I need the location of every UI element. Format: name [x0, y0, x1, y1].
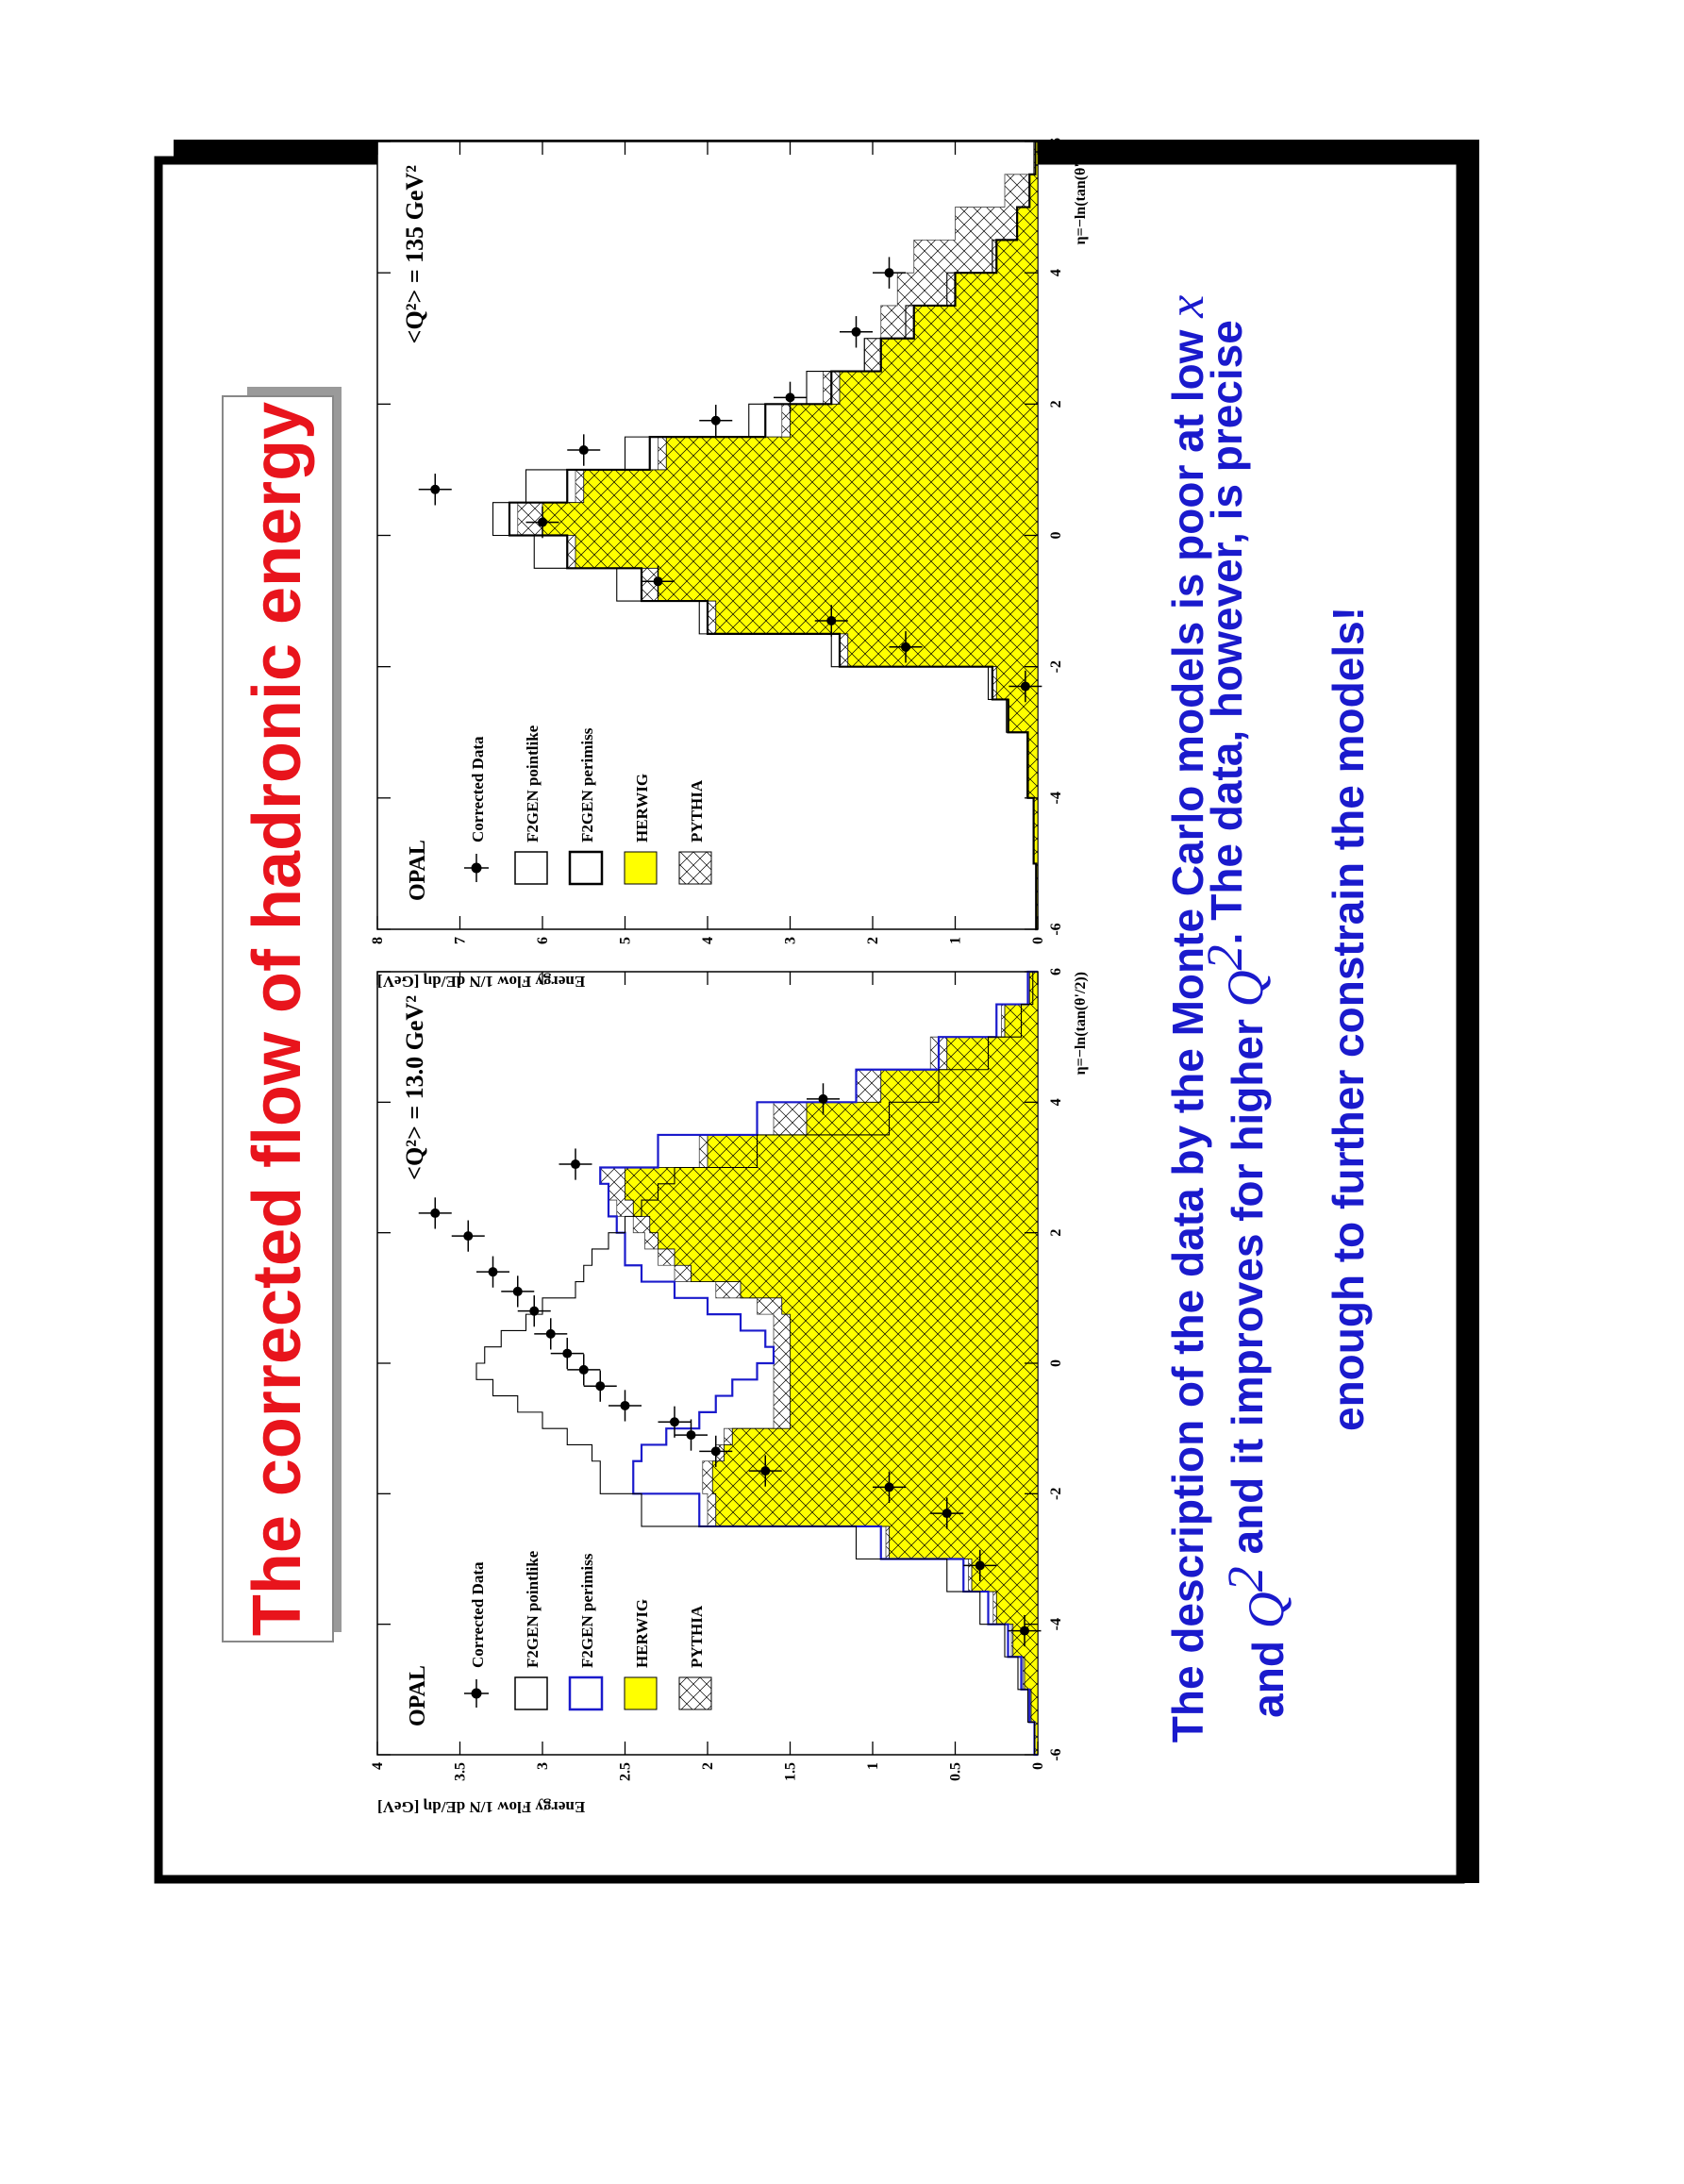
x-tick-label: 0 — [1048, 531, 1064, 540]
y-tick-label: 8 — [370, 937, 386, 944]
legend-label: F2GEN pointlike — [524, 1550, 542, 1668]
y-tick-label: 4 — [370, 1762, 386, 1770]
slide-title: The corrected flow of hadronic energy — [240, 401, 315, 1637]
y-tick-label: 4 — [700, 937, 716, 944]
x-tick-label: -6 — [1048, 923, 1064, 936]
x-axis-label: η=−ln(tan(θ'/2)) — [1073, 972, 1089, 1075]
y-tick-label: 2 — [700, 1762, 716, 1770]
y-tick-label: 0.5 — [947, 1762, 964, 1781]
y-tick-label: 1 — [865, 1762, 881, 1770]
legend-label: F2GEN perimiss — [578, 727, 596, 842]
y-axis-label: Energy Flow 1/N dE/dη [GeV] — [377, 1798, 586, 1816]
chart-title: <Q²> = 135 GeV² — [401, 165, 428, 344]
y-tick-label: 3 — [535, 1762, 551, 1770]
y-tick-label: 1 — [947, 937, 964, 944]
chart-title: <Q²> = 13.0 GeV² — [401, 995, 428, 1180]
y-tick-label: 1.5 — [782, 1762, 799, 1781]
legend-label: Corrected Data — [469, 736, 487, 842]
legend-label: Corrected Data — [469, 1561, 487, 1668]
y-tick-label: 3 — [782, 937, 799, 944]
x-tick-label: -4 — [1048, 1618, 1064, 1631]
y-tick-label: 0 — [1030, 1762, 1046, 1770]
x-tick-label: 2 — [1048, 1228, 1064, 1237]
math-symbol: x — [1158, 294, 1214, 318]
legend-label: PYTHIA — [688, 779, 706, 842]
y-tick-label: 7 — [452, 937, 469, 944]
x-tick-label: 4 — [1048, 1098, 1064, 1107]
x-tick-label: 6 — [1048, 968, 1064, 975]
y-tick-label: 6 — [535, 937, 551, 944]
legend-label: HERWIG — [633, 1598, 651, 1668]
legend-label: F2GEN perimiss — [578, 1553, 596, 1668]
legend-label: PYTHIA — [688, 1605, 706, 1668]
x-tick-label: 0 — [1048, 1359, 1064, 1367]
y-tick-label: 2 — [865, 937, 881, 944]
math-symbol: Q — [1238, 1592, 1294, 1629]
y-tick-label: 3.5 — [452, 1762, 469, 1781]
y-tick-label: 0 — [1030, 937, 1046, 944]
x-tick-label: 6 — [1048, 138, 1064, 145]
x-tick-label: -6 — [1048, 1748, 1064, 1761]
x-tick-label: -2 — [1048, 1487, 1064, 1500]
experiment-label: OPAL — [406, 1665, 430, 1726]
experiment-label: OPAL — [406, 840, 430, 901]
y-axis-label: Energy Flow 1/N dE/dη [GeV] — [377, 973, 586, 991]
x-tick-label: -4 — [1048, 792, 1064, 805]
body-line: The description of the data by the Monte Carlo models is poor at low x — [1158, 294, 1214, 1743]
math-superscript: 2 — [1196, 944, 1253, 971]
chart-low-q2 — [370, 968, 1089, 1816]
legend-label: HERWIG — [633, 773, 651, 842]
math-superscript: 2 — [1217, 1566, 1274, 1592]
y-tick-label: 5 — [617, 937, 634, 944]
math-symbol: Q — [1217, 970, 1274, 1008]
x-tick-label: 4 — [1048, 269, 1064, 277]
x-tick-label: -2 — [1048, 660, 1064, 674]
x-tick-label: 2 — [1048, 400, 1064, 408]
body-line: enough to further constrain the models! — [1324, 606, 1373, 1432]
x-axis-label: η=−ln(tan(θ'/2)) — [1073, 142, 1089, 245]
rotated-slide-content — [223, 138, 1373, 1816]
body-line: and Q2 and it improves for higher Q2. The data, however, is precise — [1196, 320, 1294, 1718]
y-tick-label: 2.5 — [617, 1762, 634, 1781]
chart-high-q2 — [370, 138, 1089, 991]
legend-label: F2GEN pointlike — [524, 725, 542, 842]
